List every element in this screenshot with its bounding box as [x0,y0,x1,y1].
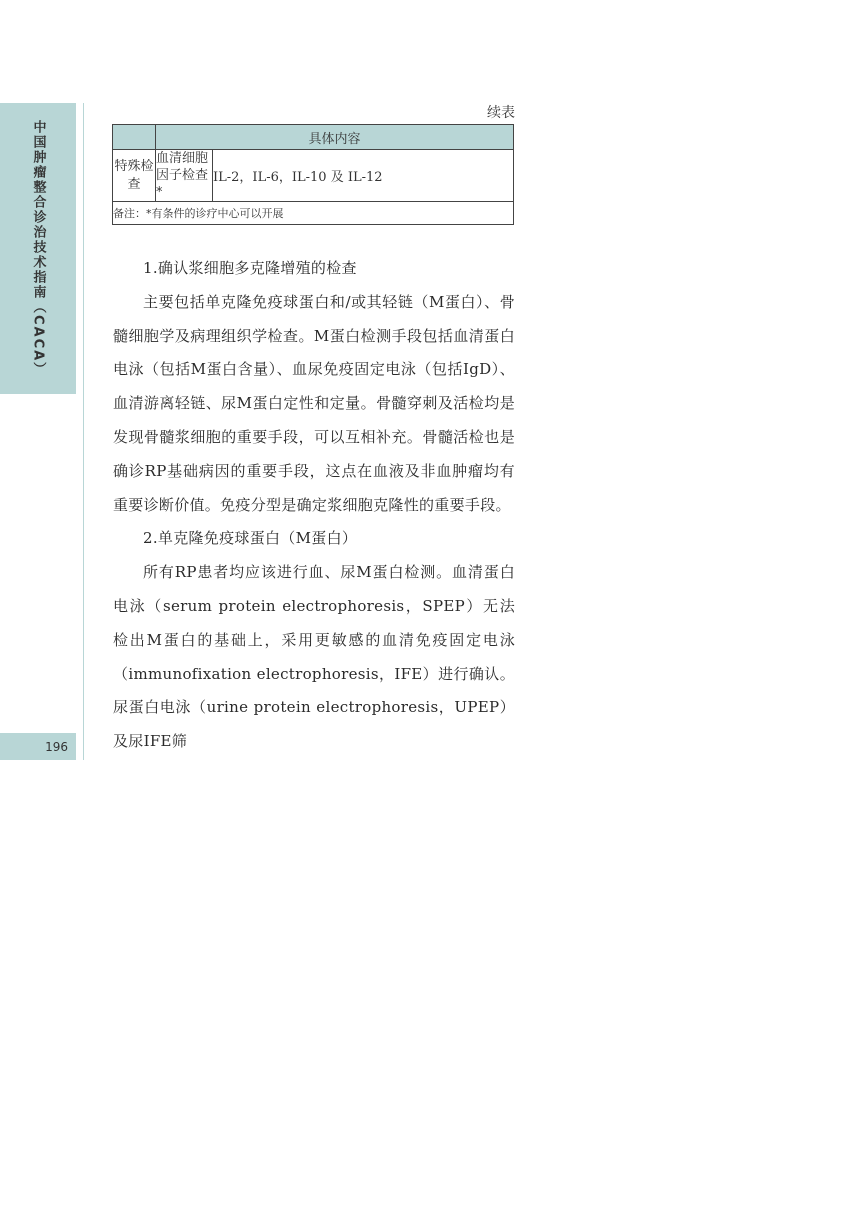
margin-rule [83,103,84,760]
table-cell-subcategory: 血清细胞因子检查* [156,150,213,202]
table-continued-label: 续表 [487,105,515,121]
paragraph: 所有RP患者均应该进行血、尿M蛋白检测。血清蛋白电泳（serum protein electrophoresis，SPEP）无法检出M蛋白的基础上，采用更敏感的血清免疫固定电泳（immunofixation electrophoresis，IFE）进行确认。尿蛋白电泳（urine protein electrophoresis，UPEP）及尿IFE筛 [113,563,515,751]
table-row [113,150,514,202]
book-title: 中国肿瘤整合诊治技术指南（CACA） [30,119,46,378]
table-header-blank [113,125,156,150]
table-header-row [113,125,514,150]
table-cell-content: IL-2，IL-6，IL-10 及 IL-12 [213,150,514,202]
table-cell-category: 特殊检查 [113,150,156,202]
section-heading: 1.确认浆细胞多克隆增殖的检查 [143,259,357,277]
body-text [113,252,515,759]
table-note: 备注：*有条件的诊疗中心可以开展 [113,202,514,225]
exam-table [112,124,514,225]
page-number: 196 [0,733,76,760]
table-note-row [113,202,514,225]
paragraph: 主要包括单克隆免疫球蛋白和/或其轻链（M蛋白）、骨髓细胞学及病理组织学检查。M蛋白检测手段包括血清蛋白电泳（包括M蛋白含量）、血尿免疫固定电泳（包括IgD）、血清游离轻链、尿M蛋白定性和定量。骨髓穿刺及活检均是发现骨髓浆细胞的重要手段，可以互相补充。骨髓活检也是确诊RP基础病因的重要手段，这点在血液及非血肿瘤均有重要诊断价值。免疫分型是确定浆细胞克隆性的重要手段。 [113,292,515,514]
chapter-side-tab [0,103,76,394]
section-heading: 2.单克隆免疫球蛋白（M蛋白） [143,529,358,548]
table-header-content: 具体内容 [156,125,514,150]
